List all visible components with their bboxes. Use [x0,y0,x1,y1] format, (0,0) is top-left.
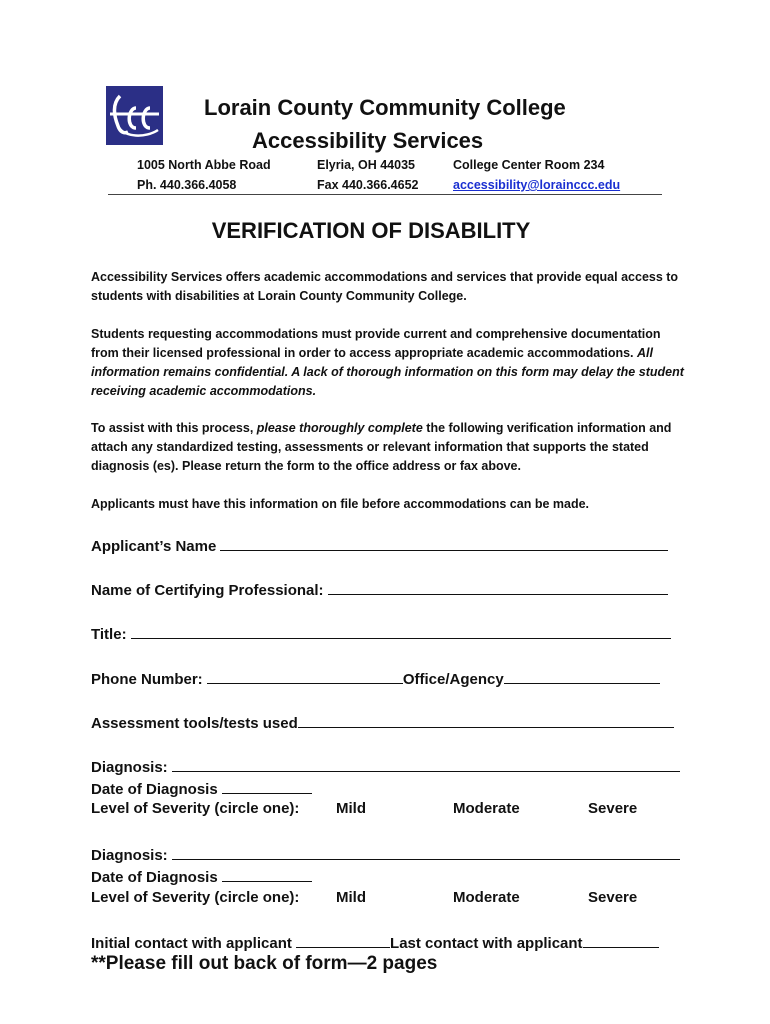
severity-2-label: Level of Severity (circle one): [91,889,300,906]
instructions-start: To assist with this process, [91,421,254,435]
applicant-name-input[interactable] [220,536,668,551]
college-logo [106,86,163,145]
date-of-diagnosis-2-row [91,867,312,886]
street-address: 1005 North Abbe Road [137,158,271,172]
room-location: College Center Room 234 [453,158,605,172]
diagnosis-2-row [91,845,680,864]
office-agency-label: Office/Agency [402,671,504,688]
diagnosis-2-input[interactable] [172,845,680,860]
assessment-tools-row [91,713,674,732]
date-of-diagnosis-2-input[interactable] [222,867,312,882]
certifying-professional-row [91,580,668,599]
diagnosis-1-input[interactable] [172,757,680,772]
severity-1-mild[interactable]: Mild [336,800,366,817]
date-of-diagnosis-2-label: Date of Diagnosis [91,869,218,886]
prerequisite-paragraph: Applicants must have this information on file before accommodations can be made. [91,497,590,511]
document-title-text: VERIFICATION OF DISABILITY [211,218,531,243]
college-logo-mark [106,86,163,145]
certifying-professional-label: Name of Certifying Professional: [91,582,324,599]
phone-number-label: Phone Number: [91,671,203,688]
contact-row [91,933,659,952]
fax-number: Fax 440.366.4652 [317,178,419,192]
initial-contact-input[interactable] [296,933,390,948]
severity-2-severe[interactable]: Severe [588,889,638,906]
diagnosis-1-label: Diagnosis: [91,759,168,776]
title-label: Title: [91,626,127,643]
instructions-emphasis: please thoroughly complete [256,421,423,435]
phone-agency-row [91,669,660,688]
back-of-form-note: **Please fill out back of form—2 pages [91,953,438,974]
intro-paragraph: Accessibility Services offers academic accommodations and services that provide equal access to students with disabilities at Lorain County Community College. [91,270,679,303]
assessment-tools-label: Assessment tools/tests used [91,715,298,732]
title-input[interactable] [131,624,671,639]
severity-1-moderate[interactable]: Moderate [453,800,520,817]
phone-number-input[interactable] [207,669,403,684]
instructions-paragraph [91,419,691,476]
office-agency-input[interactable] [504,669,660,684]
applicant-name-row [91,536,668,555]
college-name: Lorain County Community College [204,95,566,120]
severity-1-label: Level of Severity (circle one): [91,800,300,817]
date-of-diagnosis-1-row [91,779,312,798]
diagnosis-1-row [91,757,680,776]
email-link[interactable]: accessibility@lorainccc.edu [453,178,621,192]
diagnosis-2-label: Diagnosis: [91,847,168,864]
documentation-paragraph [91,325,691,401]
last-contact-label: Last contact with applicant [390,935,583,952]
severity-2-mild[interactable]: Mild [336,889,366,906]
last-contact-input[interactable] [583,933,659,948]
date-of-diagnosis-1-input[interactable] [222,779,312,794]
initial-contact-label: Initial contact with applicant [91,935,292,952]
severity-2-moderate[interactable]: Moderate [453,889,520,906]
city-state-zip: Elyria, OH 44035 [317,158,415,172]
document-title [0,218,770,244]
phone-number: Ph. 440.366.4058 [137,178,237,192]
applicant-name-label: Applicant’s Name [91,538,217,555]
confidential-note: All information remains confidential. A lack of thorough information on this form may delay the student receiving academic accommodations. [91,346,684,398]
title-row [91,624,671,643]
certifying-professional-input[interactable] [328,580,668,595]
department-name: Accessibility Services [252,128,484,153]
documentation-text: Students requesting accommodations must provide current and comprehensive documentation from their licensed professional in order to access appropriate academic accommodations. [91,327,661,360]
header-divider [108,194,662,195]
instructions-end: the following verification information and attach any standardized testing, assessments or relevant information that supports the stated diagnosis (es). Please return the form to the office address or fax above. [91,421,672,473]
date-of-diagnosis-1-label: Date of Diagnosis [91,781,218,798]
assessment-tools-input[interactable] [298,713,674,728]
severity-1-severe[interactable]: Severe [588,800,638,817]
